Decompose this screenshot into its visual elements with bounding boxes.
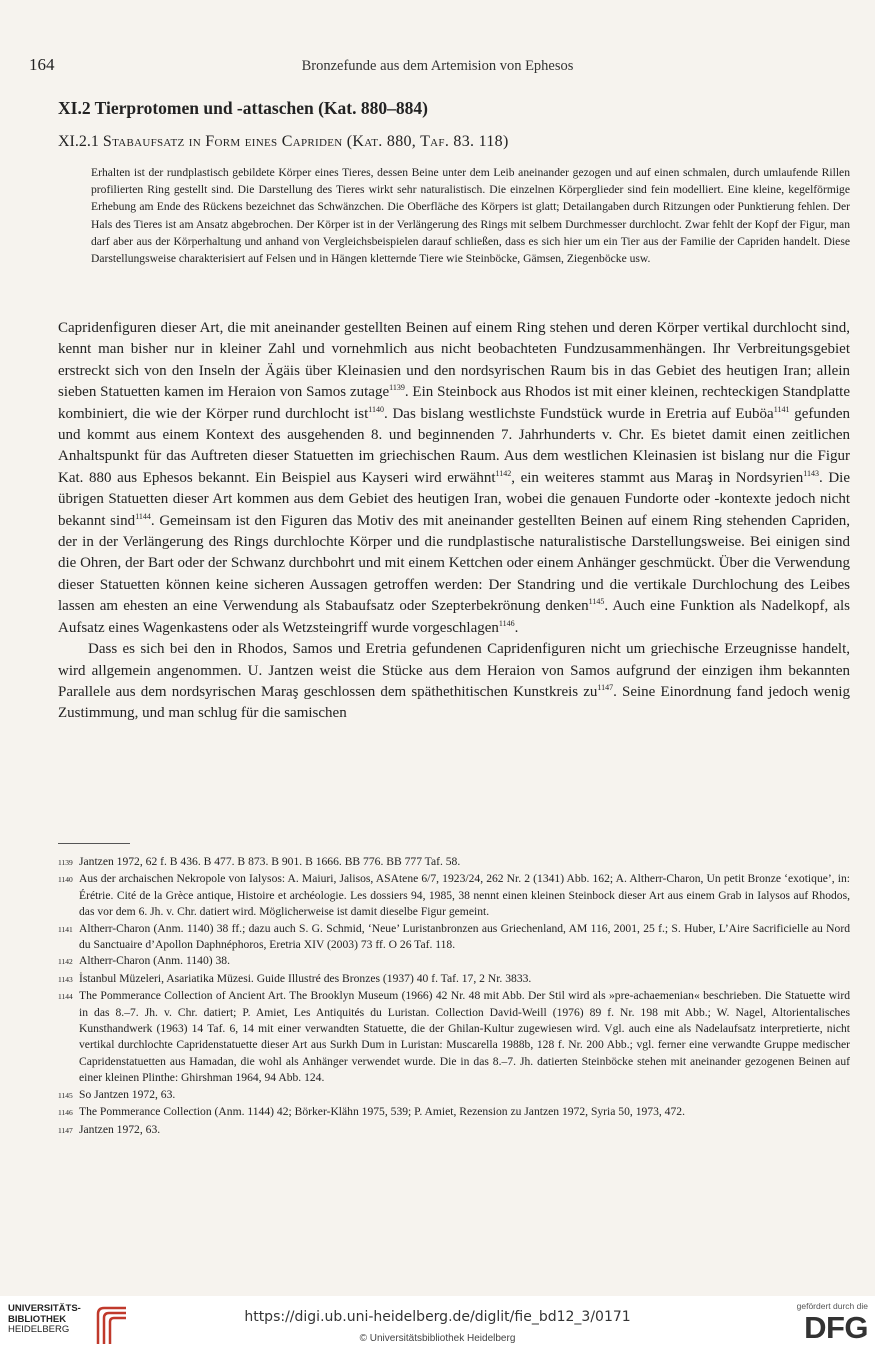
footnote-text: Altherr-Charon (Anm. 1140) 38. [79, 954, 230, 968]
footnote-number: 1146 [58, 1108, 73, 1118]
footnote-ref[interactable]: 1139 [389, 383, 405, 393]
body-text-run: . [514, 619, 519, 636]
footnote-ref[interactable]: 1140 [368, 404, 384, 414]
footnote-ref[interactable]: 1141 [773, 404, 790, 414]
footnote-number: 1145 [58, 1090, 73, 1100]
page-number: 164 [29, 55, 55, 74]
subsection-heading [58, 133, 509, 151]
footnote-number: 1142 [58, 957, 73, 967]
footnote [58, 1087, 850, 1104]
footnote-ref[interactable]: 1143 [803, 468, 819, 478]
funder-block [770, 1301, 868, 1345]
subsection-title: Stabaufsatz in Form eines Capriden (Kat. 880, Taf. 83. 118) [102, 133, 509, 150]
body-text-run: gefunden und kommt aus einem Kontext des ausgehenden 8. und beginnenden 7. Jahrhunderts v. Chr. Es bietet damit einen zeitlichen Anhaltspunkt für das Auftreten dieser Statuetten im griechischen Raum. Aus dem westlichen Kleinasien ist bislang nur die Figur Kat. 880 aus Ephesos bekannt. Ein Beispiel aus Kayseri wird erwähnt [58, 405, 850, 486]
footnote-separator [58, 843, 130, 844]
body-text-run: , ein weiteres stammt aus Maraş in Nordsyrien [511, 469, 804, 486]
footnote-ref[interactable]: 1147 [597, 682, 614, 692]
body-text [58, 318, 850, 725]
footnote-text: Jantzen 1972, 62 f. B 436. B 477. B 873. B 901. B 1666. BB 776. BB 777 Taf. 58. [79, 855, 461, 868]
subsection-number: XI.2.1 [58, 133, 99, 150]
footnote [58, 971, 850, 988]
footnote-text: İstanbul Müzeleri, Asariatika Müzesi. Guide Illustré des Bronzes (1937) 40 f. Taf. 17, 2 Nr. 3833. [79, 971, 532, 985]
footnote-number: 1139 [58, 858, 73, 867]
footnote-text: Jantzen 1972, 63. [79, 1122, 161, 1136]
body-text-run: . Ein Steinbock aus Rhodos ist mit einer kleinen, rechteckigen Standplatte kombiniert, die wie der Körper rund durchlocht ist [58, 384, 850, 422]
dfg-logo[interactable]: DFG [804, 1310, 868, 1345]
body-text-run: . Gemeinsam ist den Figuren das Motiv des mit aneinander gestellten Beinen auf einem Ring stehenden Capriden, der in der Verlängerung des Rings durchlochte Körper und die rundplastische naturalistische Darstellungsweise. Bei einigen sind die Ohren, der Bart oder der Schwanz durchbohrt und mit einem Kettchen oder einem Anhänger geschmückt. Über die Verwendung dieser Statuetten können keine sicheren Aussagen getroffen werden: Der Standring und die vertikale Durchlochung des Leibes lassen am ehesten an eine Verwendung als Stabaufsatz oder Szepterbekrönung denken [58, 512, 850, 615]
paragraph-2 [58, 639, 850, 725]
footnote [58, 921, 850, 954]
footnote-ref[interactable]: 1146 [498, 618, 515, 628]
footnote [58, 953, 850, 970]
library-name-line: UNIVERSITÄTS- [8, 1303, 81, 1314]
footnote-text: Aus der archaischen Nekropole von Ialysos: A. Maiuri, Jalisos, ASAtene 6/7, 1923/24, 262 Nr. 2 (1341) Abb. 162; A. Altherr-Charon, Un petit Bronze ‘exotique’, in: Érétrie. Cité de la Grèce antique, Histoire et archéologie. Les dossiers 94, 1985, 38 nennt einen kleinen Steinbock dieser Art aus einem Grab in Ialysos auf Rhodos, das vor dem 6. Jh. v. Chr. datiert wird. Möglicherweise ist damit dieselbe Figur gemeint. [79, 872, 850, 919]
footnote-text: So Jantzen 1972, 63. [79, 1087, 176, 1101]
footnote-text: The Pommerance Collection (Anm. 1144) 42; Börker-Klähn 1975, 539; P. Amiet, Rezension zu Jantzen 1972, Syria 50, 1973, 472. [79, 1105, 685, 1119]
funder-caption: gefördert durch die [796, 1301, 868, 1311]
library-name-line: BIBLIOTHEK [8, 1313, 67, 1325]
library-name-line: HEIDELBERG [8, 1324, 70, 1335]
footnote [58, 854, 850, 871]
body-text-run: . Das bislang westlichste Fundstück wurde in Eretria auf Euböa [383, 405, 774, 422]
footnote-number: 1143 [58, 974, 73, 984]
permalink-url[interactable]: https://digi.ub.uni-heidelberg.de/diglit/fie_bd12_3/0171 [244, 1309, 631, 1325]
body-text-run: . Seine Einordnung fand jedoch wenig Zustimmung, und man schlug für die samischen [58, 683, 850, 722]
footnote-ref[interactable]: 1142 [495, 468, 512, 478]
footnote-number: 1144 [58, 992, 73, 1002]
footnote-ref[interactable]: 1144 [135, 511, 151, 521]
footnote [58, 871, 850, 920]
section-heading: XI.2 Tierprotomen und -attaschen (Kat. 880–884) [58, 98, 428, 118]
footnote-number: 1147 [58, 1125, 73, 1135]
footnote-text: The Pommerance Collection of Ancient Art. The Brooklyn Museum (1966) 42 Nr. 48 mit Abb. Der Stil wird als »pre-achaemenian« beschrieben. Die Statuette wird in das 8.–7. Jh. v. Chr. datiert; P. Amiet, Les Antiquités du Luristan. Collection David-Weill (1976) 89 f. Nr. 198 mit Abb.; W. Nagel, Altorientalisches Kunsthandwerk (1963) 14 Taf. 6, 14 mit einer verwandten Statuette, die der Ghilan-Kultur zugewiesen wird. Vgl. auch eine als Nadelaufsatz interpretierte, nicht vertikal durchlochte Capridenstatuette dieser Art aus Surkh Dum in Luristan: Muscarella 1988b, 128 f. Nr. 200 Abb.; vgl. ferner eine verwandte Gruppe medischer Capridenstatuetten aus Hamadan, die wohl als Anhänger verwendet wurde. Die in das 8.–7. Jh. datierten Steinböcke stehen mit aneinander gezogenen Beinen auf einer kleinen Plinthe: Ghirshman 1964, 94 Abb. 124. [79, 989, 850, 1085]
body-text-run: Capridenfiguren dieser Art, die mit aneinander gestellten Beinen auf einem Ring stehen und deren Körper vertikal durchlocht sind, kennt man bisher nur in kleiner Zahl und vornehmlich aus nicht beobachteten Fundzusammenhängen. Ihr Verbreitungsgebiet erstreckt sich von den Inseln der Ägäis über Kleinasien und den nordsyrischen Raum bis in das Gebiet des heutigen Iran; allein sieben Statuetten kamen im Heraion von Samos zutage [58, 320, 850, 401]
body-text-run: . Auch eine Funktion als Nadelkopf, als Aufsatz eines Wagenkastens oder als Wetzsteingriff wurde vorgeschlagen [58, 598, 851, 636]
footnote [58, 1122, 850, 1139]
viewer-footer [0, 1296, 875, 1356]
footnote-number: 1140 [58, 875, 73, 885]
body-text-run: . Die übrigen Statuetten dieser Art kommen aus dem Gebiet des heutigen Iran, wobei die genauen Fundorte oder -kontexte jedoch nicht bekannt sind [58, 469, 850, 529]
footnotes [58, 854, 850, 1139]
copyright-notice: © Universitätsbibliothek Heidelberg [359, 1333, 516, 1344]
running-head: Bronzefunde aus dem Artemision von Ephesos [301, 58, 574, 74]
footnote-number: 1141 [58, 924, 73, 934]
paragraph-1 [58, 318, 850, 639]
body-text-run: Dass es sich bei den in Rhodos, Samos und Eretria gefundenen Capridenfiguren nicht um griechische Erzeugnisse handelt, wird allgemein angenommen. U. Jantzen weist die Stücke aus dem Heraion von Samos aufgrund der einzigen ihm bekannten Parallele aus dem nordsyrischen Maraş geschlossen dem späthethitischen Kunstkreis zu [58, 641, 850, 700]
footnote [58, 1104, 850, 1121]
footnote [58, 988, 850, 1086]
catalog-description: Erhalten ist der rundplastisch gebildete Körper eines Tieres, dessen Beine unter dem Leib aneinander gezogen und auf einen schmalen, durch umlaufende Rillen profilierten Ring gestellt sind. Die Darstellung des Tieres wirkt sehr naturalistisch. Die einzelnen Körperglieder sind fein modelliert. Eine kleine, kegelförmige Erhebung am Ende des Rückens bezeichnet das Schwänzchen. Die Oberfläche des Körpers ist glatt; Detailangaben durch Ritzungen oder Punktierung fehlen. Der Hals des Tieres ist am Ansatz abgebrochen. Der Körper ist in der Verlängerung des Rings mit selbem Durchmesser durchlocht. Zwar fehlt der Kopf der Figur, man darf aber aus der Körperhaltung und anhand von Vergleichsbeispielen darauf schließen, dass es sich hier um ein Tier aus der Familie der Capriden handelt. Diese Darstellungsweise charakterisiert auf Felsen und in Hängen kletternde Tiere wie Steinböcke, Gämsen, Ziegenböcke usw. [91, 166, 850, 266]
footnote-ref[interactable]: 1145 [588, 597, 605, 607]
footnote-text: Altherr-Charon (Anm. 1140) 38 ff.; dazu auch S. G. Schmid, ‘Neue’ Luristanbronzen aus Griechenland, AM 116, 2001, 25 f.; S. Huber, L’Aire Sacrificielle au Nord du Sanctuaire d’Apollon Daphnéphoros, Eretria XIV (2003) 73 ff. O 26 Taf. 118. [79, 921, 850, 952]
